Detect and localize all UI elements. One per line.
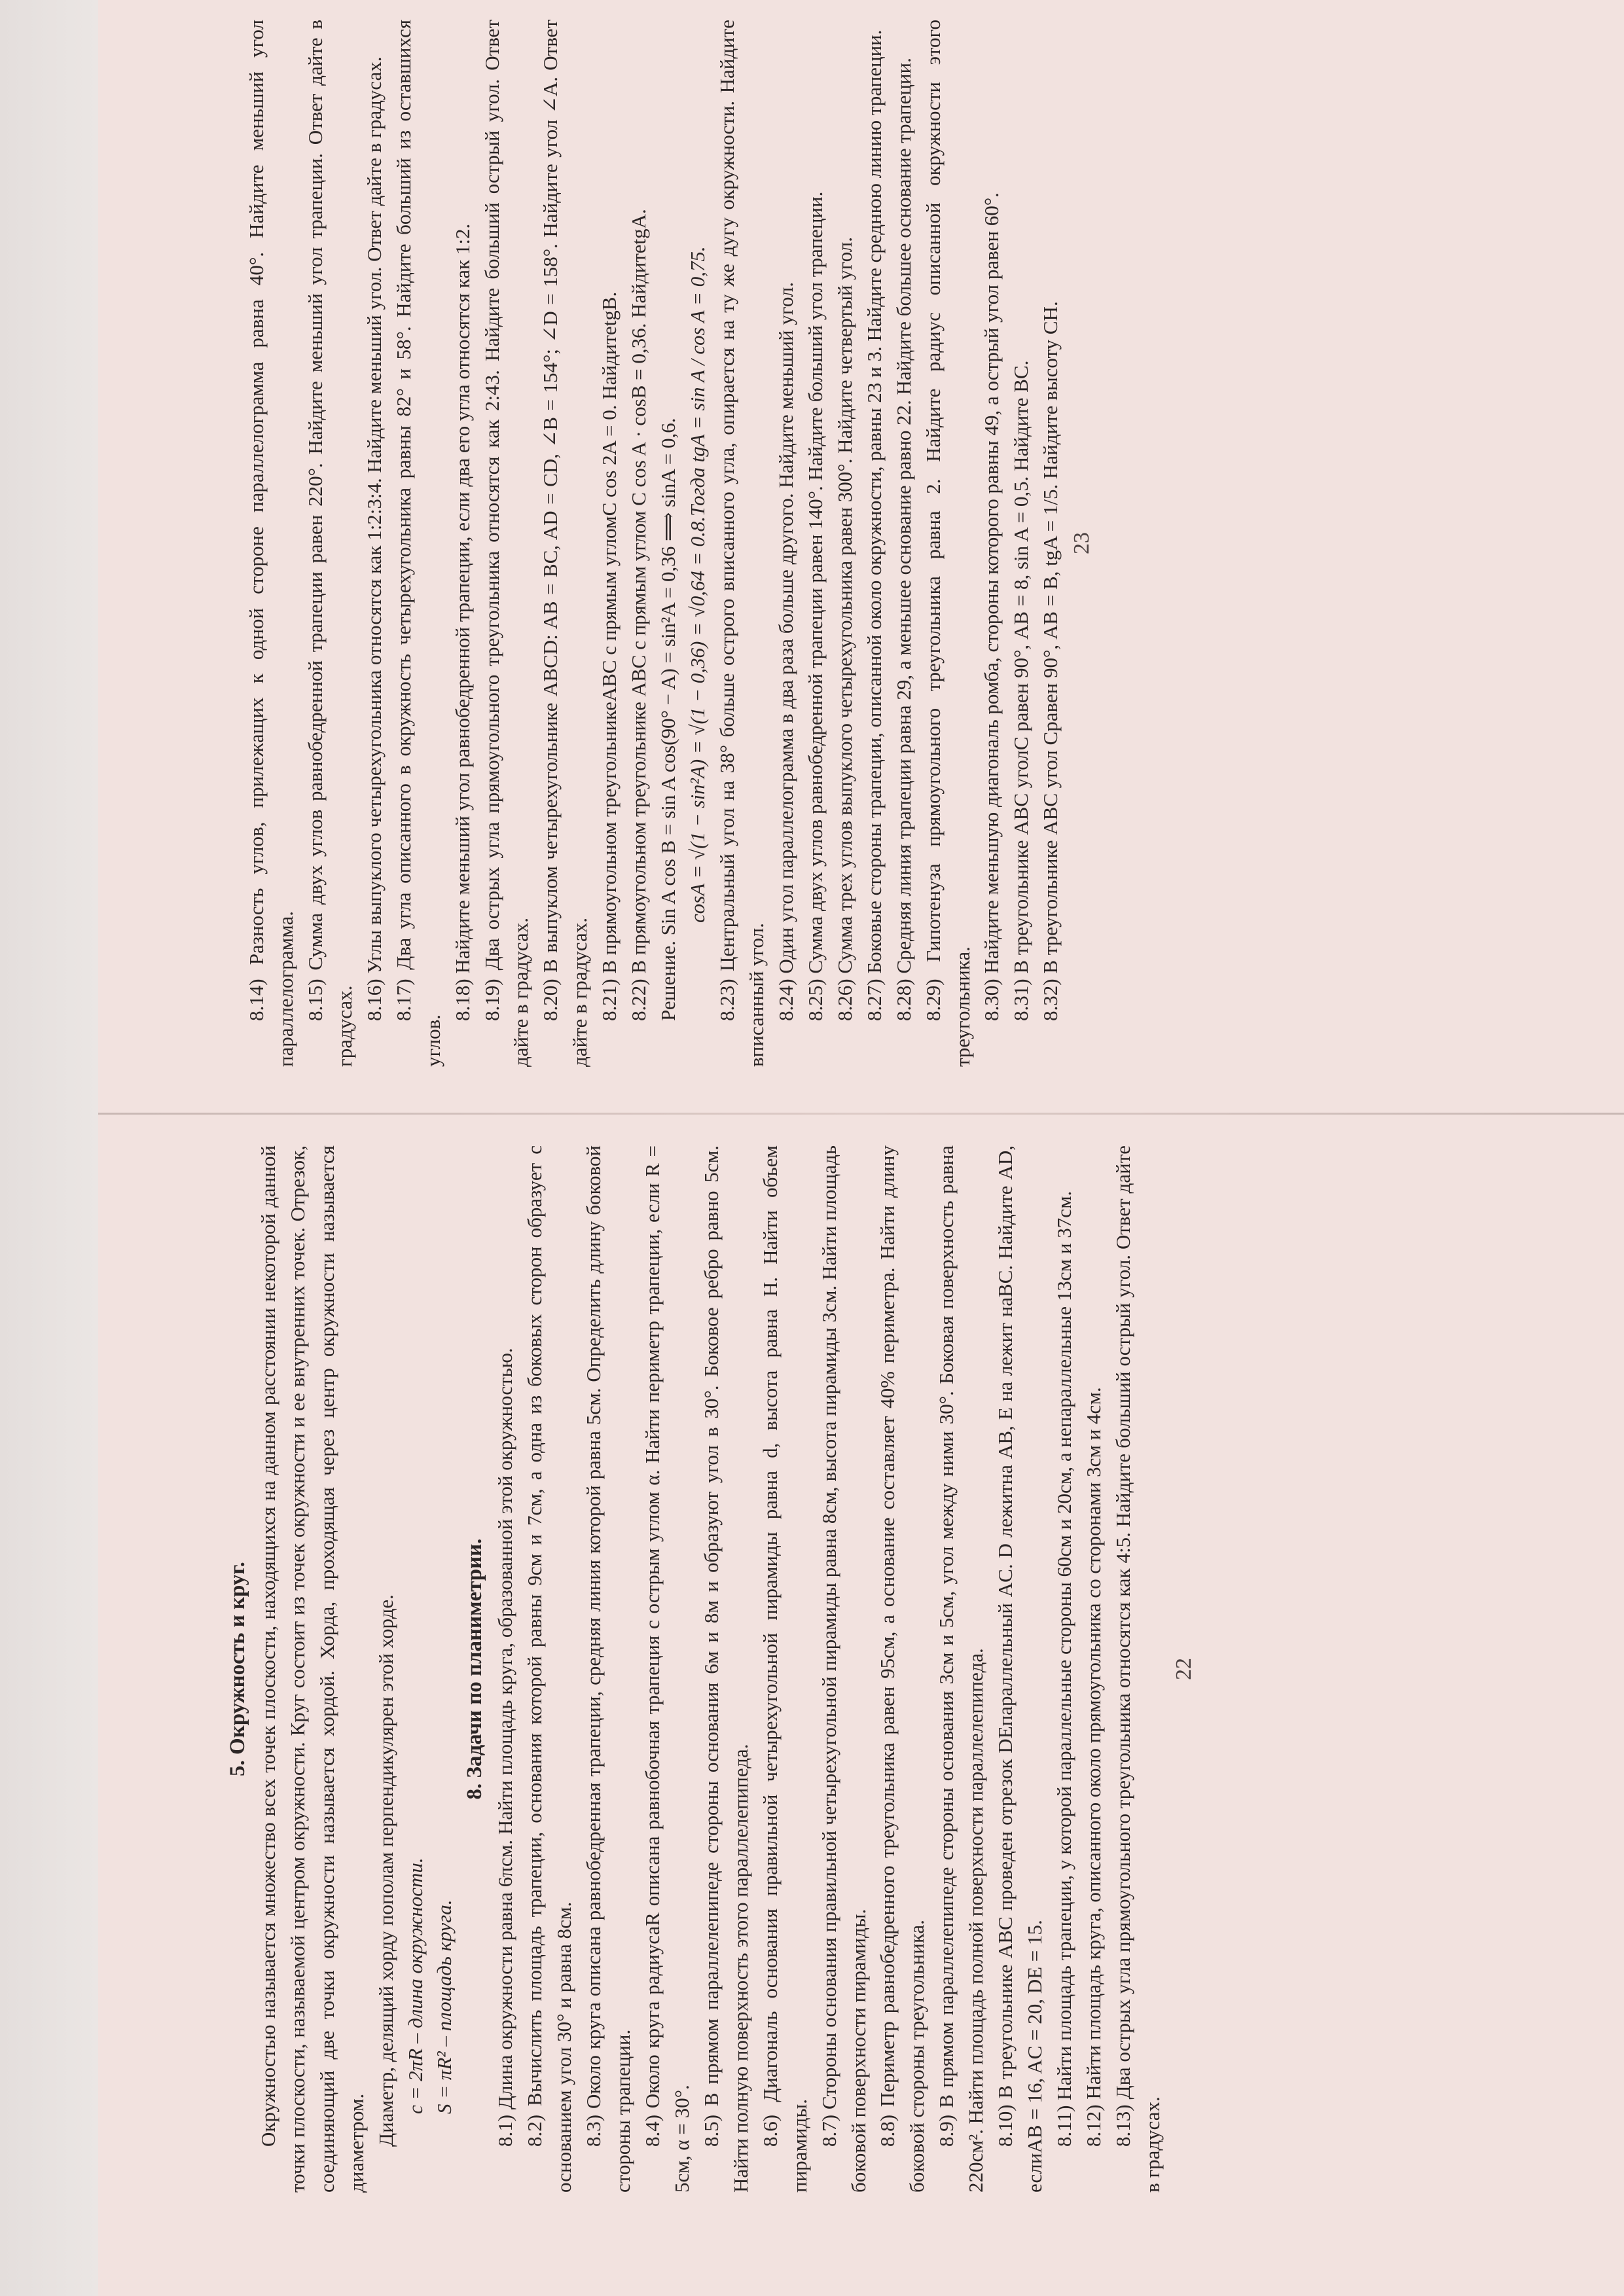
page-number: 23 bbox=[1070, 532, 1094, 554]
problem-8-2: 8.2) Вычислить площадь трапеции, основания которой равны 9см и 7см, а одна из боковых сторон образует с основанием угол 30° и равна 8см. bbox=[523, 1145, 576, 2193]
page-22 bbox=[223, 1145, 1624, 2193]
problem-8-26: 8.26) Сумма трех углов выпуклого четырехугольника равен 300°. Найдите четвертый угол. bbox=[833, 236, 856, 1021]
problem-8-29: 8.29) Гипотенуза прямоугольного треугольника равна 2. Найдите радиус описанной окружности этого треугольника. bbox=[921, 20, 974, 1067]
problem-8-9: 8.9) В прямом параллелепипеде стороны основания 3см и 5см, угол между ними 30°. Боковая поверхность равна 220см². Найти площадь полной поверхности параллелепипеда. bbox=[935, 1145, 988, 2193]
area-formula: S = πR² – площадь круга. bbox=[433, 1899, 456, 2114]
solution-line-2: cosA = √(1 − sin²A) = √(1 − 0,36) = √0,64 = 0.8.Тогда tgA = sin A / cos A = 0,75. bbox=[686, 246, 710, 923]
problem-8-25: 8.25) Сумма двух углов равнобедренной трапеции равен 140°. Найдите больший угол трапеции. bbox=[803, 191, 827, 1021]
problem-8-8: 8.8) Периметр равнобедренного треугольника равен 95см, а основание составляет 40% периметра. Найти длину боковой стороны треугольника. bbox=[876, 1145, 929, 2193]
problem-8-22: 8.22) В прямоугольном треугольнике ABC с прямым углом C cos A · cosB = 0,36. НайдитеtgA. bbox=[627, 209, 651, 1021]
scan-margin bbox=[0, 0, 98, 2296]
problem-8-5: 8.5) В прямом параллелепипеде стороны основания 6м и 8м и образуют угол в 30°. Боковое ребро равно 5см. Найти полную поверхность этого параллелепипеда. bbox=[699, 1145, 752, 2193]
diameter-note: Диаметр, делящий хорду пополам перпендикулярен этой хорде. bbox=[374, 1594, 397, 2147]
problem-8-19: 8.19) Два острых угла прямоугольного треугольника относятся как 2:43. Найдите больший острый угол. Ответ дайте в градусах. bbox=[480, 20, 533, 1067]
problem-8-11: 8.11) Найти площадь трапеции, у которой параллельные стороны 60см и 20см, а непараллельные 13см и 37см. bbox=[1053, 1191, 1076, 2147]
problem-8-13: 8.13) Два острых угла прямоугольного треугольника относятся как 4:5. Найдите больший острый угол. Ответ дайте в градусах. bbox=[1111, 1145, 1164, 2193]
problem-8-23: 8.23) Центральный угол на 38° больше острого вписанного угла, опирается на ту же дугу окружности. Найдите вписанный угол. bbox=[715, 20, 768, 1067]
problem-8-24: 8.24) Один угол параллелограмма в два раза больше другого. Найдите меньший угол. bbox=[774, 281, 797, 1021]
problem-8-1: 8.1) Длина окружности равна 6πсм. Найти площадь круга, образованной этой окружностью. bbox=[494, 1348, 517, 2147]
page-number: 22 bbox=[1171, 1658, 1196, 1680]
problem-8-3: 8.3) Около круга описана равнобедренная трапеции, средняя линия которой равна 5см. Определить длину боковой стороны трапеции. bbox=[582, 1145, 634, 2193]
definition-paragraph: Окружностью называется множество всех точек плоскости, находящихся на данном расстоянии некоторой данной точки плоскости, называемой центром окружности. Круг состоит из точек окружности и ее внутренних точек. Отрезок, соединяющий две точки окружности называется хордой. Хорда, проходящая через центр окружности называется диаметром. bbox=[256, 1145, 368, 2193]
solution-line-1: Решение. Sin A cos B = sin A cos(90° − A) = sin²A = 0,36 ⟹ sinA = 0,6. bbox=[657, 418, 680, 1021]
problem-8-20: 8.20) В выпуклом четырехугольнике ABCD: AB = BC, AD = CD, ∠B = 154°; ∠D = 158°. Найдите угол ∠A. Ответ дайте в градусах. bbox=[539, 20, 592, 1067]
problem-8-12: 8.12) Найти площадь круга, описанного около прямоугольника со сторонами 3см и 4см. bbox=[1082, 1387, 1105, 2147]
problem-8-4: 8.4) Около круга радиусаR описана равнобочная трапеция с острым углом α. Найти периметр трапеции, если R = 5см, α = 30°. bbox=[640, 1145, 693, 2193]
problem-8-28: 8.28) Средняя линия трапеции равна 29, а меньшее основание равно 22. Найдите большее основание трапеции. bbox=[892, 58, 915, 1021]
problem-8-16: 8.16) Углы выпуклого четырехугольника относятся как 1:2:3:4. Найдите меньший угол. Ответ дайте в градусах. bbox=[362, 56, 386, 1021]
circumference-formula: c = 2πR – длина окружности. bbox=[403, 1857, 427, 2114]
problem-8-14: 8.14) Разность углов, прилежащих к одной стороне параллелограмма равна 40°. Найдите меньший угол параллелограмма. bbox=[245, 20, 297, 1067]
problem-8-32: 8.32) В треугольнике ABC угол Cравен 90°, AB = B, tgA = 1/5. Найдите высоту CH. bbox=[1039, 301, 1062, 1021]
section-heading: 5. Окружность и круг. bbox=[226, 1562, 249, 1776]
page-23 bbox=[242, 20, 1624, 1067]
problem-8-17: 8.17) Два угла описанного в окружность четырехугольника равны 82° и 58°. Найдите больший из оставшихся углов. bbox=[391, 20, 444, 1067]
problem-8-27: 8.27) Боковые стороны трапеции, описанной около окружности, равны 23 и 3. Найдите среднюю линию трапеции. bbox=[862, 29, 886, 1021]
problem-8-18: 8.18) Найдите меньший угол равнобедренной трапеции, если два его угла относятся как 1:2. bbox=[450, 223, 474, 1021]
section-heading: 8. Задачи по планиметрии. bbox=[463, 1538, 487, 1800]
problem-8-30: 8.30) Найдите меньшую диагональ ромба, стороны которого равны 49, а острый угол равен 60°. bbox=[980, 192, 1003, 1021]
problem-8-21: 8.21) В прямоугольном треугольникеABC с прямым угломC cos 2A = 0. НайдитеtgB. bbox=[598, 291, 621, 1021]
problem-8-15: 8.15) Сумма двух углов равнобедренной трапеции равен 220°. Найдите меньший угол трапеции. Ответ дайте в градусах. bbox=[303, 20, 356, 1067]
problem-8-7: 8.7) Стороны основания правильной четырехугольной пирамиды равна 8см, высота пирамиды 3см. Найти площадь боковой поверхности пирамиды. bbox=[817, 1145, 870, 2193]
problem-8-6: 8.6) Диагональ основания правильной четырехугольной пирамиды равна d, высота равна H. Найти объем пирамиды. bbox=[758, 1145, 811, 2193]
problem-8-31: 8.31) В треугольнике ABC уголC равен 90°, AB = 8, sin A = 0,5. Найдите BC. bbox=[1009, 360, 1033, 1021]
problem-8-10: 8.10) В треугольнике ABC проведен отрезок DEпараллельный AC. D лежитна AB, E на лежит наBC. Найдите AD, еслиAB = 16, AC = 20, DE = 15. bbox=[994, 1145, 1047, 2193]
page-fold bbox=[98, 1113, 1624, 1115]
